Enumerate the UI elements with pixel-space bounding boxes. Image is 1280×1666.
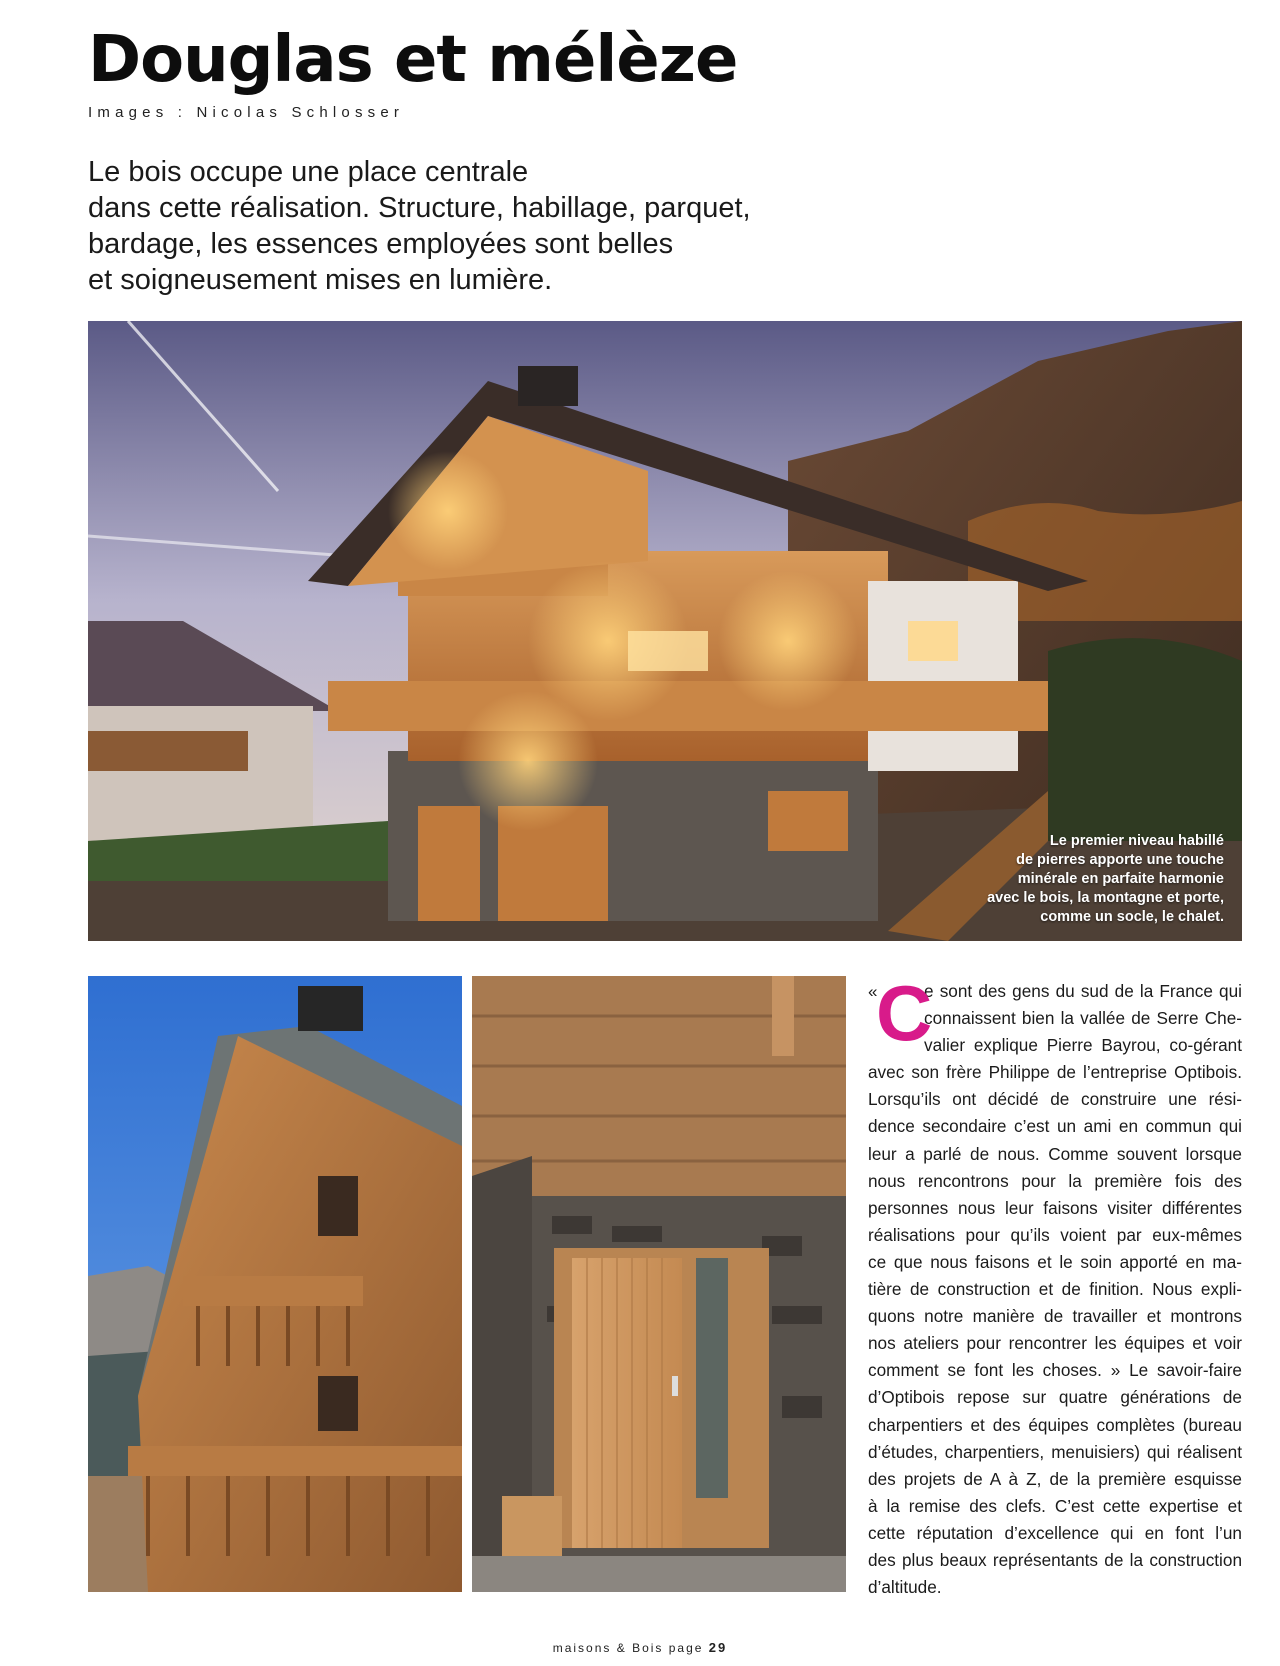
- entrance-door-image: [472, 976, 846, 1592]
- opening-quote: «: [868, 982, 878, 1001]
- lede-line: bardage, les essences employées sont belles: [88, 228, 674, 260]
- body-line: d’études, charpentiers, menuisiers) qui réalisent: [868, 1441, 1242, 1462]
- body-line: valier explique Pierre Bayrou, co-gérant: [924, 1035, 1242, 1056]
- body-line: des projets de A à Z, de la première esquisse: [868, 1468, 1242, 1489]
- dropcap: C: [876, 969, 933, 1057]
- page-footer: [0, 1640, 1280, 1655]
- body-line: d’altitude.: [868, 1577, 942, 1598]
- body-line: nous rencontrons pour la première fois des: [868, 1170, 1242, 1191]
- hero-photo-chalet: [88, 321, 1242, 941]
- body-line: connaissent bien la vallée de Serre Che-: [924, 1008, 1242, 1029]
- body-line: des plus beaux représentants de la construction: [868, 1549, 1242, 1570]
- article-lede: [88, 154, 848, 298]
- body-line: quons notre manière de travailler et montrons: [868, 1306, 1242, 1327]
- page-number: 29: [708, 1640, 728, 1655]
- body-line: comment se font les choses. » Le savoir-faire: [868, 1360, 1242, 1381]
- body-line: leur a parlé de nous. Comme souvent lorsque: [868, 1143, 1242, 1164]
- caption-line: de pierres apporte une touche: [1016, 852, 1224, 868]
- hero-caption: [964, 832, 1224, 927]
- article-title: Douglas et mélèze: [88, 23, 738, 97]
- body-line: e sont des gens du sud de la France qui: [924, 981, 1242, 1001]
- body-line: charpentiers et des équipes complètes (bureau: [868, 1414, 1242, 1435]
- caption-line: comme un socle, le chalet.: [1040, 909, 1224, 925]
- body-line: tière de construction et de finition. Nous expli-: [868, 1279, 1242, 1300]
- body-line: Lorsqu’ils ont décidé de construire une rési-: [868, 1089, 1242, 1110]
- photo-credit: Images : Nicolas Schlosser: [88, 104, 405, 121]
- lede-line: et soigneusement mises en lumière.: [88, 264, 553, 296]
- body-line: d’Optibois repose sur quatre générations de: [868, 1387, 1242, 1408]
- body-line: cette réputation d’excellence qui en font l’un: [868, 1522, 1242, 1543]
- chalet-facade-photo: [88, 976, 462, 1592]
- article-body: [868, 969, 1242, 1601]
- body-line: nos ateliers pour rencontrer les équipes et voir: [868, 1333, 1242, 1354]
- body-line: ce que nous faisons et le soin apporté en ma-: [868, 1251, 1242, 1272]
- body-line: personnes nous leur faisons visiter différentes: [868, 1197, 1242, 1218]
- entrance-door-photo: [472, 976, 846, 1592]
- footer-magazine: maisons & Bois page: [552, 1641, 704, 1655]
- body-line: réalisations pour qu’ils voient par eux-mêmes: [868, 1224, 1242, 1245]
- body-line: dence secondaire c’est un ami en commun qui: [868, 1116, 1242, 1137]
- lede-line: Le bois occupe une place centrale: [88, 156, 529, 188]
- caption-line: avec le bois, la montagne et porte,: [987, 890, 1224, 906]
- body-line: à la remise des clefs. C’est cette expertise et: [868, 1495, 1242, 1516]
- caption-line: minérale en parfaite harmonie: [1017, 871, 1224, 887]
- chalet-facade-image: [88, 976, 462, 1592]
- body-line: avec son frère Philippe de l’entreprise Optibois.: [868, 1062, 1242, 1083]
- caption-line: Le premier niveau habillé: [1049, 833, 1224, 849]
- lede-line: dans cette réalisation. Structure, habillage, parquet,: [88, 192, 751, 224]
